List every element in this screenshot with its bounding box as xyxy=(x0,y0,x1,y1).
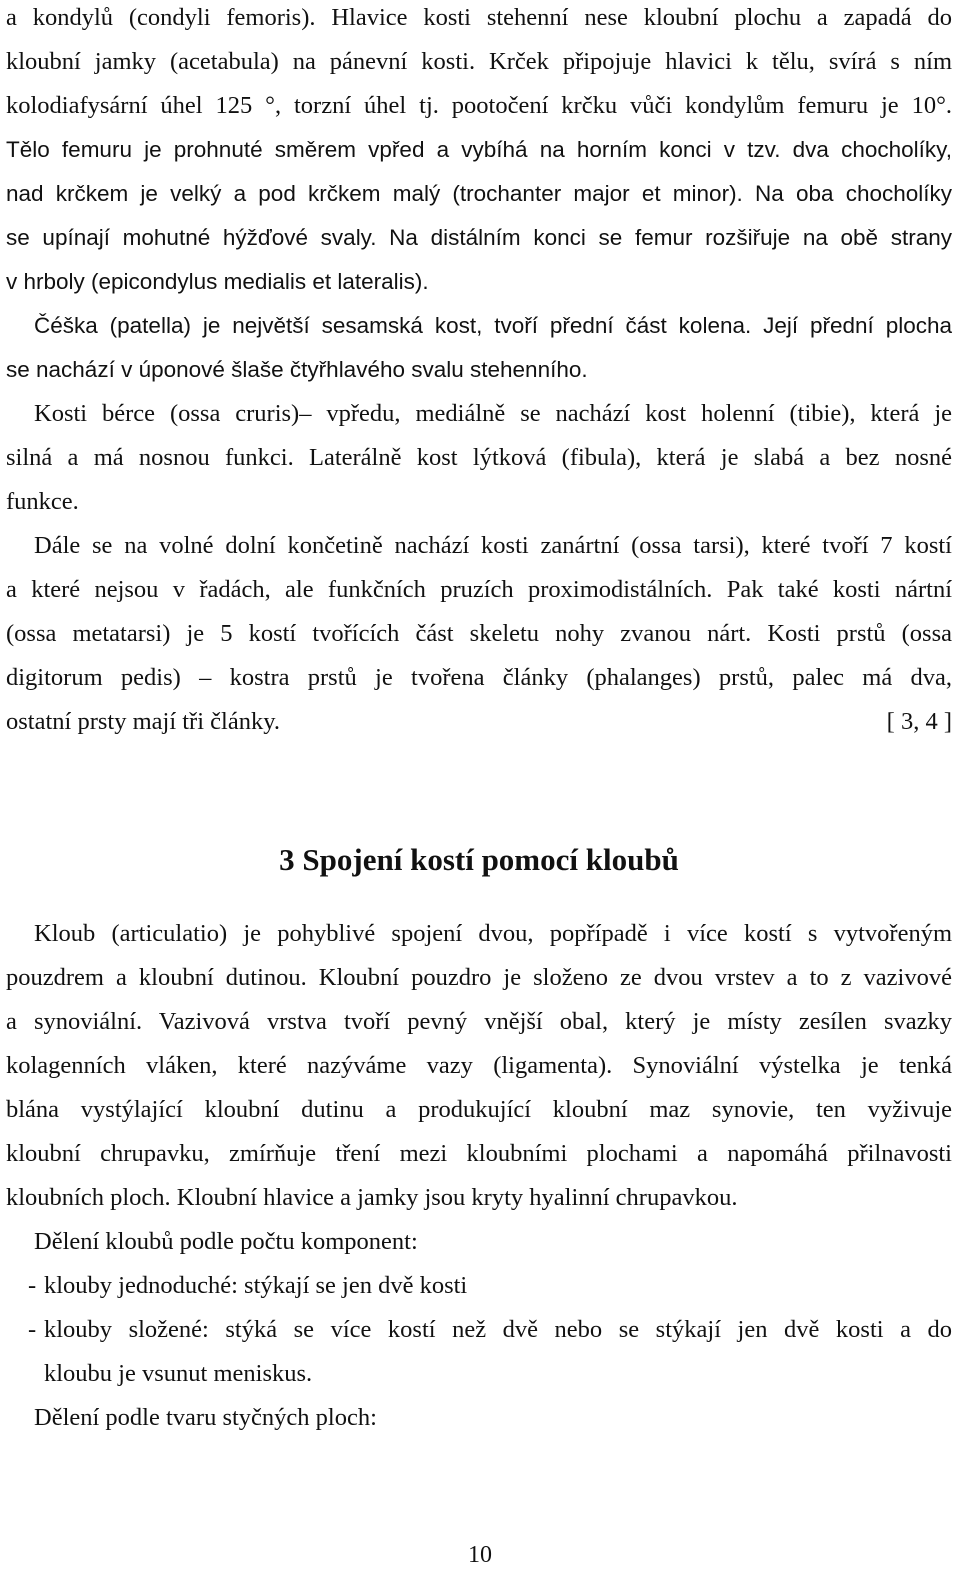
text-line xyxy=(6,700,952,744)
list-item xyxy=(6,1308,952,1396)
crus-paragraph xyxy=(6,392,952,524)
text-line: kloubu je vsunut meniskus. xyxy=(44,1360,313,1387)
text-line: a synoviální. Vazivová vrstva tvoří pevný vnější obal, který je místy zesílen svazky xyxy=(6,1008,952,1035)
text-line: nad krčkem je velký a pod krčkem malý (trochanter major et minor). Na oba chocholíky xyxy=(6,181,952,206)
text-line: (ossa metatarsi) je 5 kostí tvořících část skeletu nohy zvanou nárt. Kosti prstů (ossa xyxy=(6,620,952,647)
text-line: Kloub (articulatio) je pohyblivé spojení dvou, popřípadě i více kostí s vytvořeným xyxy=(34,920,952,947)
text-line: pouzdrem a kloubní dutinou. Kloubní pouzdro je složeno ze dvou vrstev a to z vazivové xyxy=(6,964,952,991)
list-item-text xyxy=(44,1264,952,1308)
text-line: klouby jednoduché: stýkají se jen dvě kosti xyxy=(44,1272,468,1299)
list-item xyxy=(6,1264,952,1308)
text-block-top xyxy=(6,0,952,744)
components-list xyxy=(6,1264,952,1396)
text-line: Kosti bérce (ossa cruris)– vpředu, mediálně se nachází kost holenní (tibie), která je xyxy=(34,400,952,427)
text-line: kloubní jamky (acetabula) na pánevní kosti. Krček připojuje hlavici k tělu, svírá s ním xyxy=(6,48,952,75)
text-line: v hrboly (epicondylus medialis et lateralis). xyxy=(6,269,429,294)
foot-paragraph xyxy=(6,524,952,744)
text-line: kolodiafysární úhel 125 °, torzní úhel tj. pootočení krčku vůči kondylům femuru je 10°. xyxy=(6,92,952,119)
page-number: 10 xyxy=(468,1542,492,1568)
text-line: silná a má nosnou funkci. Laterálně kost lýtková (fibula), která je slabá a bez nosné xyxy=(6,444,952,471)
text-line: se nachází v úponové šlaše čtyřhlavého svalu stehenního. xyxy=(6,357,588,382)
text-line: kolagenních vláken, které nazýváme vazy (ligamenta). Synoviální výstelka je tenká xyxy=(6,1052,952,1079)
text-line: a kondylů (condyli femoris). Hlavice kosti stehenní nese kloubní plochu a zapadá do xyxy=(6,4,952,31)
text-line: Čéška (patella) je největší sesamská kost, tvoří přední část kolena. Její přední plocha xyxy=(34,313,952,338)
citation-reference: [ 3, 4 ] xyxy=(886,708,952,735)
text-line: se upínají mohutné hýžďové svaly. Na distálním konci se femur rozšiřuje na obě strany xyxy=(6,225,952,250)
text-line: Dále se na volné dolní končetině nachází kosti zanártní (ossa tarsi), které tvoří 7 kostí xyxy=(34,532,952,559)
text-line: digitorum pedis) – kostra prstů je tvořena články (phalanges) prstů, palec má dva, xyxy=(6,664,952,691)
joint-paragraph xyxy=(6,912,952,1220)
list-item-text xyxy=(44,1308,952,1396)
text-block-bottom xyxy=(6,912,952,1440)
text-line: kloubní chrupavku, zmírňuje tření mezi kloubními plochami a napomáhá přilnavosti xyxy=(6,1140,952,1167)
patella-paragraph xyxy=(6,304,952,392)
shape-heading: Dělení podle tvaru styčných ploch: xyxy=(34,1404,377,1431)
section-heading: 3 Spojení kostí pomocí kloubů xyxy=(279,842,679,877)
intro-paragraph xyxy=(6,0,952,304)
text-line: blána vystýlající kloubní dutinu a produkující kloubní maz synovie, ten vyživuje xyxy=(6,1096,952,1123)
text-line: funkce. xyxy=(6,488,79,515)
text-line: kloubních ploch. Kloubní hlavice a jamky jsou kryty hyalinní chrupavkou. xyxy=(6,1184,738,1211)
text-line: Tělo femuru je prohnuté směrem vpřed a vybíhá na horním konci v tzv. dva chocholíky, xyxy=(6,137,952,162)
components-heading: Dělení kloubů podle počtu komponent: xyxy=(34,1228,418,1255)
text-line: a které nejsou v řadách, ale funkčních pruzích proximodistálních. Pak také kosti nártní xyxy=(6,576,952,603)
text-line: klouby složené: stýká se více kostí než dvě nebo se stýkají jen dvě kosti a do xyxy=(44,1316,952,1343)
list-bullet: - xyxy=(28,1272,37,1299)
list-bullet: - xyxy=(28,1316,37,1343)
text-line-end: ostatní prsty mají tři články. xyxy=(6,708,280,735)
